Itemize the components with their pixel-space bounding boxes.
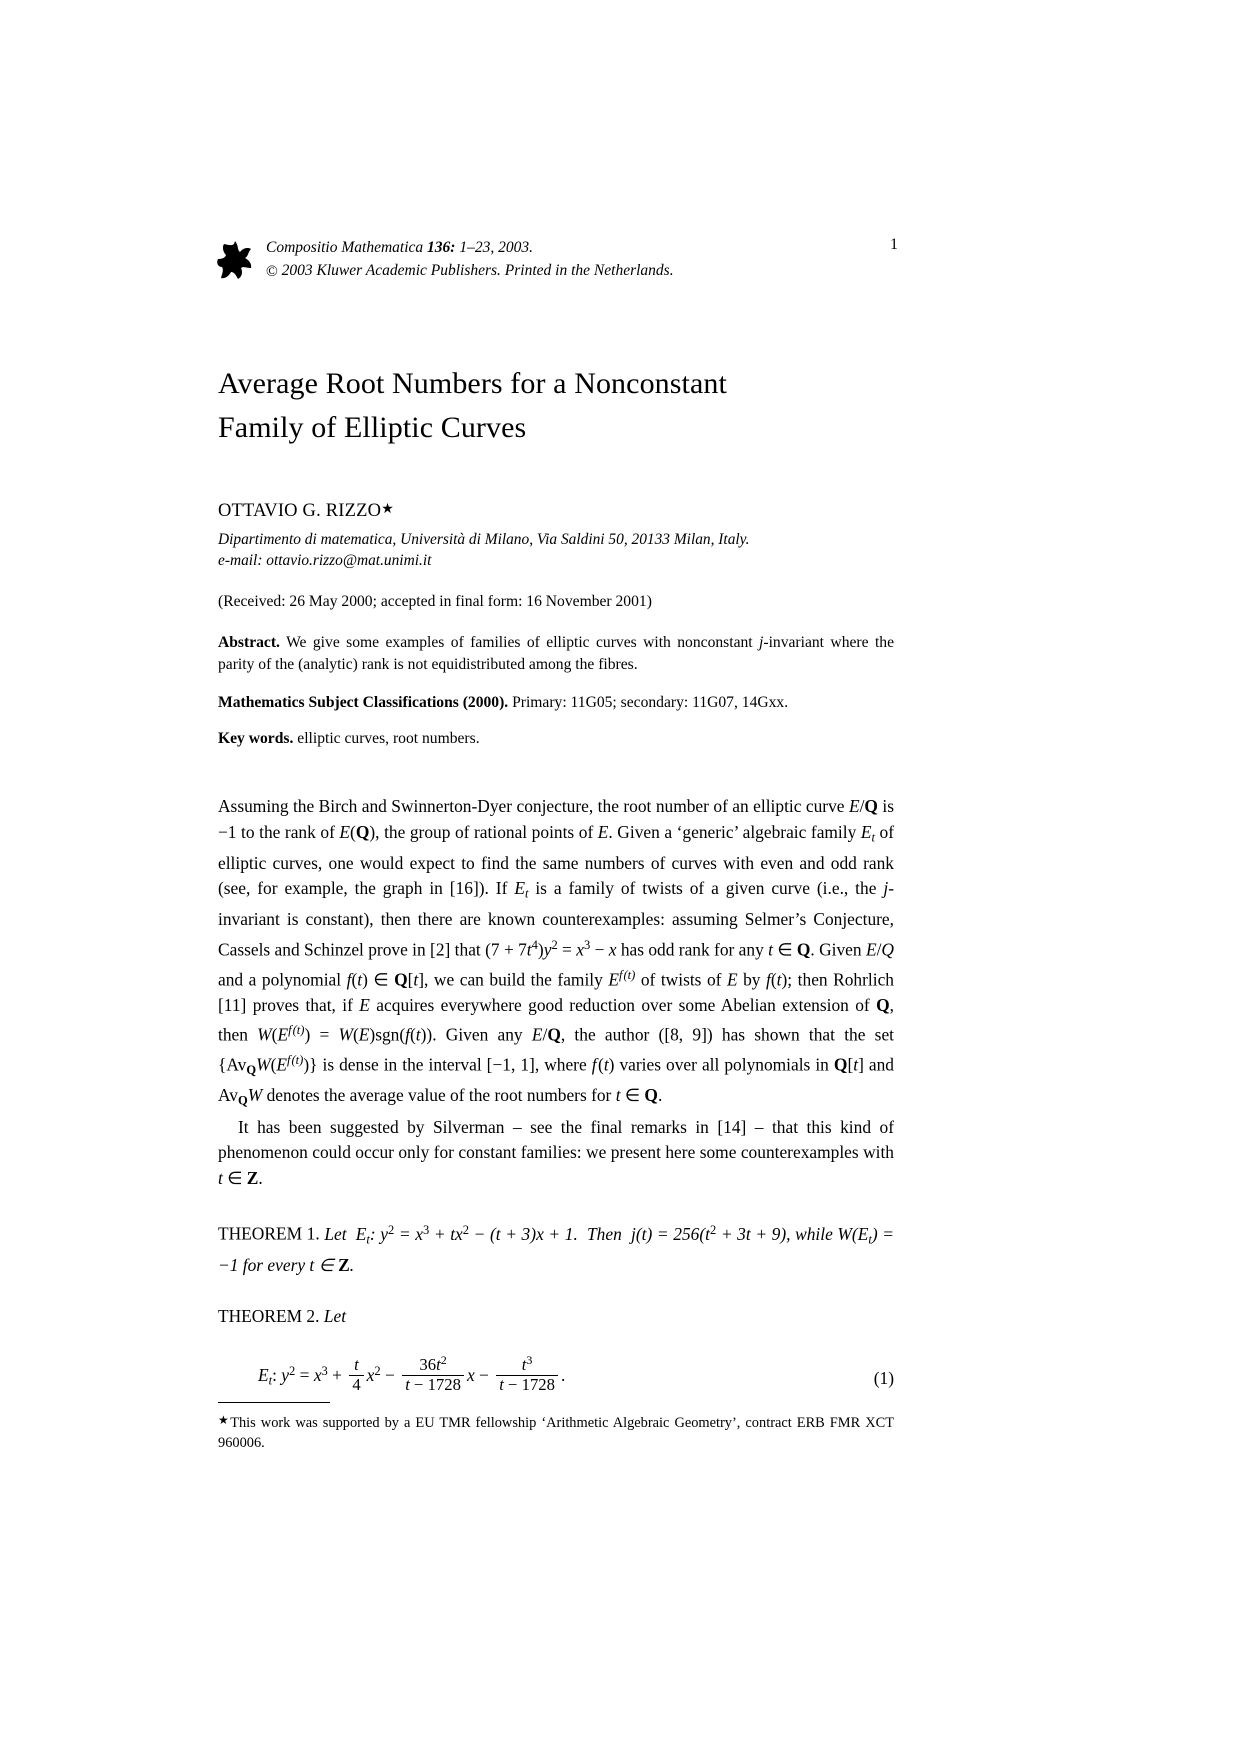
author-name: OTTAVIO G. RIZZO xyxy=(218,501,382,521)
received-dates: (Received: 26 May 2000; accepted in final form: 16 November 2001) xyxy=(218,593,652,610)
affiliation-text: Dipartimento di matematica, Università di Milano, Via Saldini 50, 20133 Milan, Italy. xyxy=(218,531,750,548)
footnote-marker-icon: ★ xyxy=(381,502,394,517)
page-number: 1 xyxy=(890,236,898,253)
keywords-section xyxy=(218,730,894,748)
journal-volume: 136: xyxy=(427,239,456,256)
publisher-logo-icon xyxy=(217,240,253,280)
theorem-2 xyxy=(218,1304,894,1330)
msc-text: Primary: 11G05; secondary: 11G07, 14Gxx. xyxy=(508,694,789,711)
abstract-section: Abstract. We give some examples of families of elliptic curves with nonconstant j-invariant where the parity of the (analytic) rank is not equidistributed among the fibres. xyxy=(218,634,894,673)
keywords-label: Key words. xyxy=(218,730,294,747)
copyright-icon: © xyxy=(266,263,278,280)
journal-copyright-line xyxy=(266,259,674,282)
page-title xyxy=(218,362,894,450)
footnote xyxy=(218,1402,894,1453)
footnote-rule xyxy=(218,1402,330,1403)
keywords-text: elliptic curves, root numbers. xyxy=(293,730,480,747)
fraction-t3-over-t-1728: $\frac{t^3}{t - 1728}$ xyxy=(496,1354,558,1394)
title-line-2: Family of Elliptic Curves xyxy=(218,411,527,444)
abstract-label: Abstract. xyxy=(218,634,280,651)
msc-label: Mathematics Subject Classifications (2000). xyxy=(218,694,509,711)
fraction-36t2-over-t-1728: $\frac{36t^2}{t - 1728}$ xyxy=(402,1354,464,1394)
theorem-1: THEOREM 1. Let $E_t$: $y^2 = x^3 + tx^2 - (t + 3)x + 1$. Then $j(t) = 256(t^2 + 3t + 9)$, while $W(E_t) = -1$ for every t ∈ Z. xyxy=(218,1222,894,1275)
publisher-text: 2003 Kluwer Academic Publishers. Printed in the Netherlands. xyxy=(281,262,674,279)
fraction-t-over-4: $\frac{t}{4}$ xyxy=(349,1356,363,1394)
equation-1-number: (1) xyxy=(873,1367,894,1388)
msc-section xyxy=(218,692,894,713)
footnote-text xyxy=(218,1410,894,1453)
journal-info xyxy=(266,236,674,282)
journal-name: Compositio Mathematica xyxy=(266,239,428,256)
page-content xyxy=(218,236,898,1412)
running-head xyxy=(218,236,898,298)
footnote-body: This work was supported by a EU TMR fellowship ‘Arithmetic Algebraic Geometry’, contract ERB FMR XCT 960006. xyxy=(218,1415,894,1451)
journal-pages-year: 1–23, 2003. xyxy=(455,239,533,256)
theorem-2-label: THEOREM 2. xyxy=(218,1306,320,1327)
footnote-marker-icon: ★ xyxy=(218,1413,231,1427)
author-affiliation xyxy=(218,529,894,571)
author-name-line xyxy=(218,501,894,522)
journal-citation-line xyxy=(266,236,674,259)
paragraph-1: Assuming the Birch and Swinnerton-Dyer conjecture, the root number of an elliptic curve E/Q is −1 to the rank of E(Q), the group of rational points of E. Given a ‘generic’ algebraic family $E_t$ of elliptic curves, one would expect to find the same numbers of curves with even and odd rank (see, for example, the graph in [16]). If $E_t$ is a family of twists of a given curve (i.e., the j-invariant is constant), then there are known counterexamples: assuming Selmer’s Conjecture, Cassels and Schinzel prove in [2] that $(7 + 7t^4)y^2 = x^3 - x$ has odd rank for any t ∈ Q. Given E/Q and a polynomial f(t) ∈ Q[t], we can build the family $E^{f (t)}$ of twists of E by f(t); then Rohrlich [11] proves that, if E acquires everywhere good reduction over some Abelian extension of Q, then $W(E^{f (t)}) = W(E)sgn(f(t))$. Given any E/Q, the author ([8, 9]) has shown that the set $\{Av_QW(E^{f (t)})\}$ is dense in the interval [−1, 1], where f (t) varies over all polynomials in Q[t] and $Av_QW$ denotes the average value of the root numbers for t ∈ Q. xyxy=(218,796,895,1108)
theorem-2-text: Let xyxy=(323,1306,347,1327)
equation-1: $E_t$: $y^2 = x^3$ + $\frac{t}{4}$ $x^2$ − $\frac{36t^2}{t - 1728}$ x − $\frac{t^3}{t - 1728}$ . xyxy=(258,1352,566,1394)
theorem-1-label: THEOREM 1. xyxy=(218,1223,320,1244)
paragraph-2: It has been suggested by Silverman – see the final remarks in [14] – that this kind of phenomenon could occur only for constant families: we present here some counterexamples with t ∈ Z. xyxy=(218,1116,894,1188)
author-email: e-mail: ottavio.rizzo@mat.unimi.it xyxy=(218,552,432,569)
title-line-1: Average Root Numbers for a Nonconstant xyxy=(218,367,727,400)
body-text xyxy=(218,794,894,1191)
